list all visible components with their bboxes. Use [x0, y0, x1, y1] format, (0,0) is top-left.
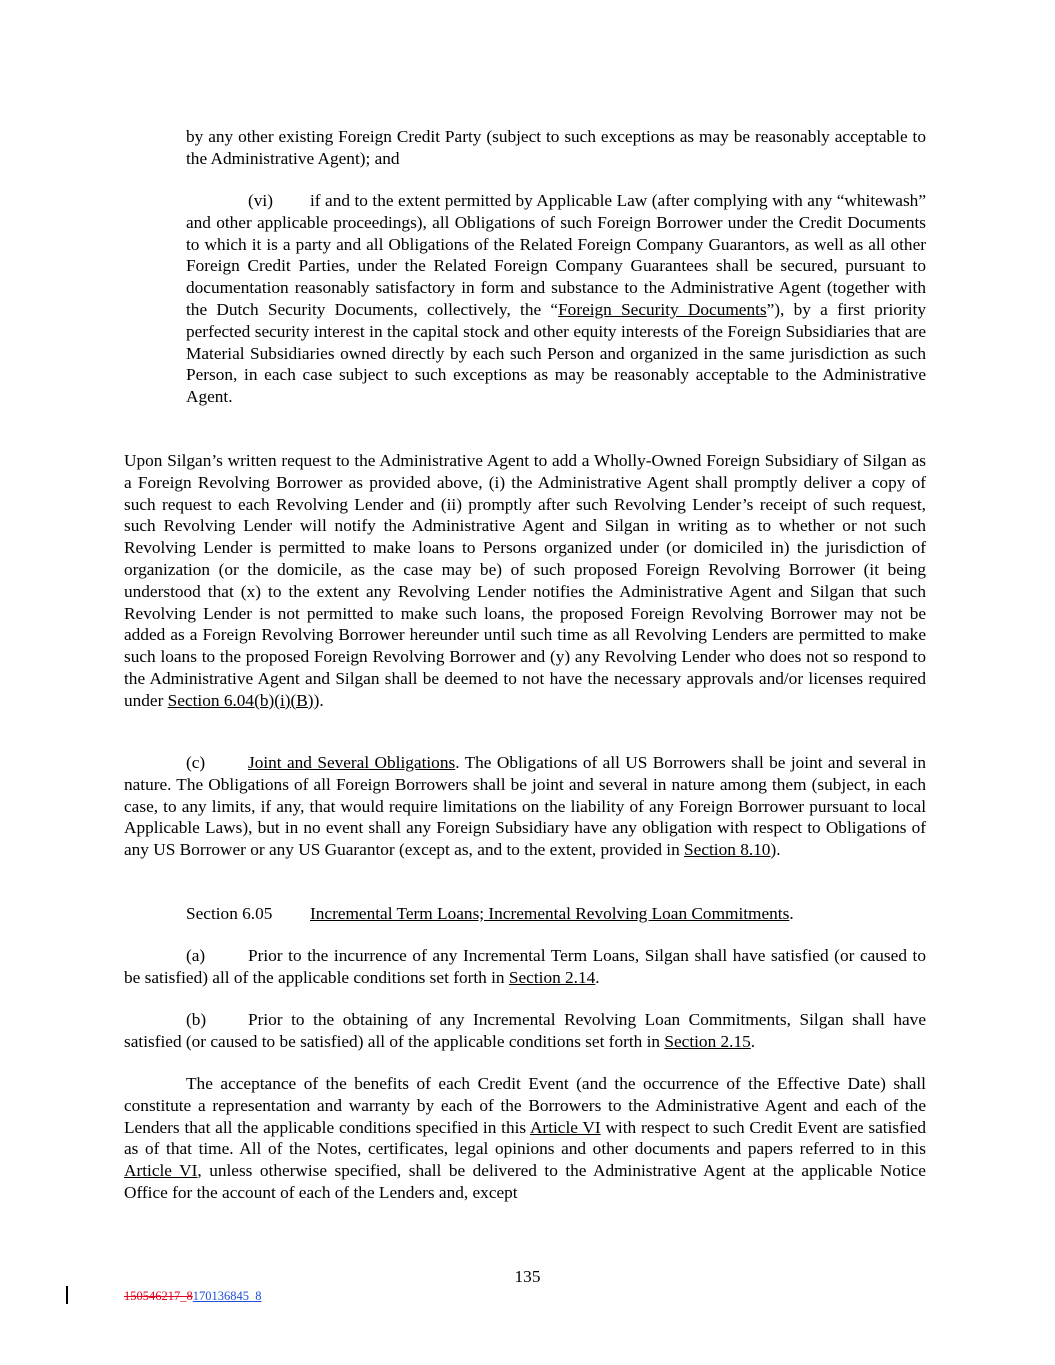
section-reference: Section 6.04(b)(i)(B): [167, 690, 314, 710]
change-bar: [66, 1286, 68, 1304]
paragraph-text: with respect to such Credit Event are satisfied as of that time. All of the Notes, certificates, legal opinions and other documents and papers referred to in this: [124, 1117, 926, 1159]
paragraph-text: . The Obligations of all US Borrowers shall be joint and several in nature. The Obligations of all Foreign Borrowers shall be joint and several in nature among them (subject, in each case, to any limits, if any, that would require limitations on the liability of any Foreign Borrower pursuant to local Applicable Laws), but in no event shall any Foreign Subsidiary have any obligation with respect to Obligations of any US Borrower or any US Guarantor (except as, and to the extent, provided in: [124, 753, 927, 860]
paragraph-text: by any other existing Foreign Credit Party (subject to such exceptions as may be reasonably acceptable to the Administrative Agent); and: [186, 127, 926, 168]
paragraph-acceptance: [124, 1073, 926, 1204]
paragraph-a: (a) Prior to the incurrence of any Incremental Term Loans, Silgan shall have satisfied (or caused to be satisfied) all of the applicable conditions set forth in Section 2.14.: [124, 946, 926, 987]
section-reference: Section 8.10: [684, 840, 771, 860]
clause-number: (a): [186, 946, 206, 965]
page-number: 135: [514, 1267, 541, 1286]
clause-number: (b): [186, 1010, 207, 1029]
paragraph-text: if and to the extent permitted by Applicable Law (after complying with any “whitewash” and other applicable proceedings), all Obligations of such Foreign Borrower under the Credit Documents to which it is a party and all Obligations of the Related Foreign Company Guarantors, as well as all other Foreign Credit Parties, under the Related Foreign Company Guarantees shall be secured, pursuant to documentation reasonably satisfactory in form and substance to the Administrative Agent (together with the Dutch Security Documents, collectively, the “: [186, 191, 926, 319]
paragraph-request: [124, 450, 926, 712]
section-number: Section 6.05: [186, 904, 273, 923]
article-reference: Article VI: [529, 1117, 601, 1137]
document-id-inserted: 170136845_8: [192, 1289, 262, 1303]
clause-number: (c): [186, 753, 206, 772]
defined-term: Foreign Security Documents: [558, 299, 767, 319]
document-id-deleted: 150546217_8: [124, 1289, 193, 1303]
paragraph-continuation: [186, 126, 926, 170]
paragraph-vi: [186, 190, 926, 408]
paragraph-b: (b) Prior to the obtaining of any Incremental Revolving Loan Commitments, Silgan shall have satisfied (or caused to be satisfied) all of the applicable conditions set forth in Section 2.15.: [124, 1010, 926, 1051]
section-title: Incremental Term Loans; Incremental Revolving Loan Commitments: [310, 904, 790, 923]
paragraph-text: ”), by a first priority perfected security interest in the capital stock and other equity interests of the Foreign Subsidiaries that are Material Subsidiaries owned directly by each such Person and organized in the same jurisdiction as such Person, in each case subject to such exceptions as may be reasonably acceptable to the Administrative Agent.: [186, 299, 926, 407]
paragraph-text: , unless otherwise specified, shall be delivered to the Administrative Agent at the applicable Notice Office for the account of each of the Lenders and, except: [124, 1161, 926, 1202]
section-heading: Section 6.05 Incremental Term Loans; Incremental Revolving Loan Commitments.: [186, 904, 794, 923]
paragraph-text: Upon Silgan’s written request to the Administrative Agent to add a Wholly-Owned Foreign Subsidiary of Silgan as a Foreign Revolving Borrower as provided above, (i) the Administrative Agent shall promptly deliver a copy of such request to each Revolving Lender and (ii) promptly after such Revolving Lender’s receipt of such request, such Revolving Lender will notify the Administrative Agent and Silgan in writing as to whether or not such Revolving Lender is permitted to make loans to Persons organized under (or domiciled in) the jurisdiction of organization (or the domicile, as the case may be) of such proposed Foreign Revolving Borrower (it being understood that (x) to the extent any Revolving Lender notifies the Administrative Agent and Silgan that such Revolving Lender is not permitted to make such loans, the proposed Foreign Revolving Borrower may not be added as a Foreign Revolving Borrower hereunder until such time as all Revolving Lenders are permitted to make such loans to the proposed Foreign Revolving Borrower and (y) any Revolving Lender who does not so respond to the Administrative Agent and Silgan shall be deemed to not have the necessary approvals and/or licenses required under: [124, 451, 926, 710]
clause-heading: Joint and Several Obligations: [248, 753, 456, 772]
document-id: [124, 1289, 262, 1304]
paragraph-text: The acceptance of the benefits of each Credit Event (and the occurrence of the Effective Date) shall constitute a representation and warranty by each of the Borrowers to the Administrative Agent and each of the Lenders that all the applicable conditions specified in this: [124, 1074, 926, 1137]
paragraph-c: [124, 752, 926, 861]
section-reference: Section 2.14: [508, 967, 596, 987]
clause-number: (vi): [248, 191, 273, 210]
paragraph-text: Prior to the obtaining of any Incremental Revolving Loan Commitments, Silgan shall have satisfied (or caused to be satisfied) all of the applicable conditions set forth in: [124, 1010, 926, 1051]
paragraph-text: Prior to the incurrence of any Incremental Term Loans, Silgan shall have satisfied (or caused to be satisfied) all of the applicable conditions set forth in: [124, 946, 926, 987]
paragraph-text: ).: [770, 840, 781, 860]
section-reference: Section 2.15: [664, 1031, 751, 1051]
article-reference: Article VI: [124, 1161, 198, 1181]
paragraph-text: ).: [313, 690, 324, 710]
